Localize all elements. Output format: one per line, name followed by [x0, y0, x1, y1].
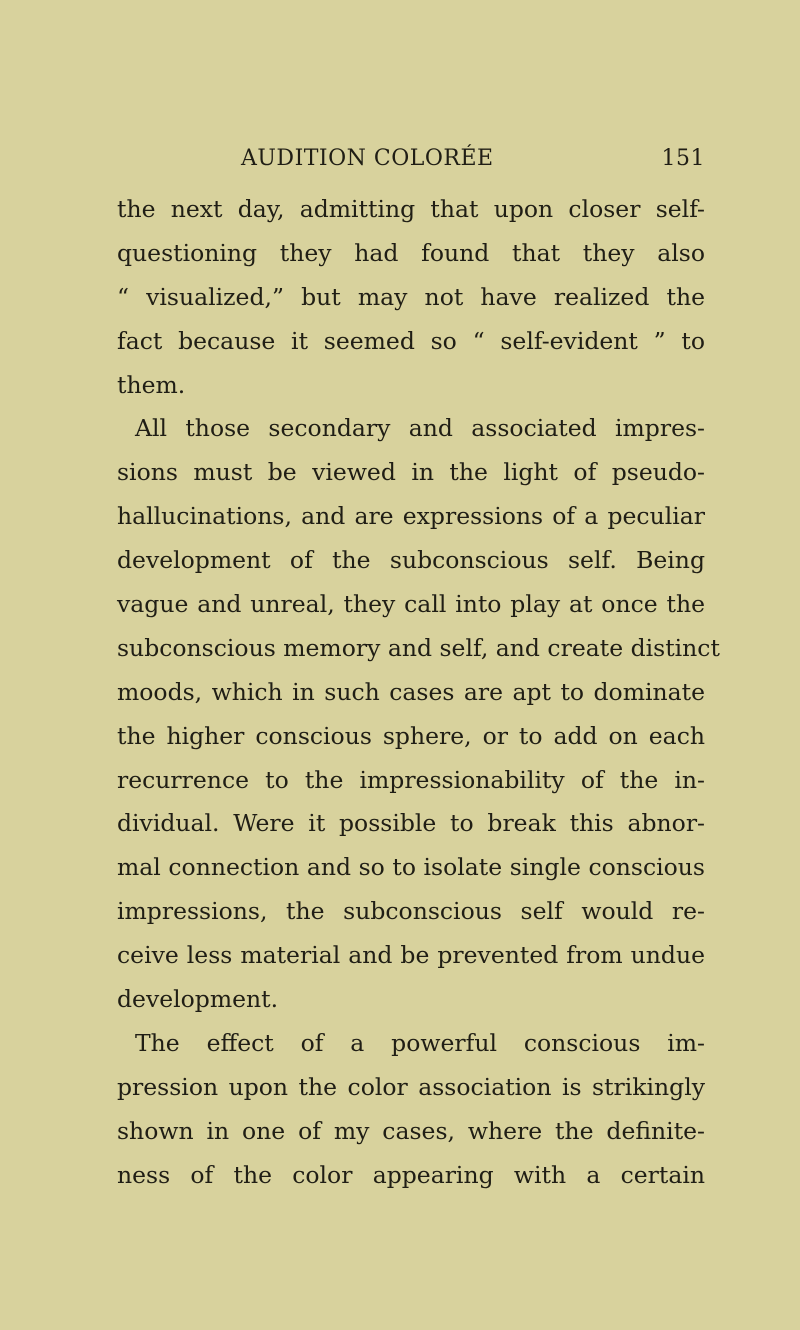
text-line: questioning they had found that they also [117, 238, 705, 267]
text-line: the higher conscious sphere, or to add on each [117, 721, 705, 750]
text-line: dividual. Were it possible to break this abnor- [117, 809, 705, 838]
text-line: recurrence to the impressionability of the in- [117, 765, 705, 794]
page-number: 151 [661, 146, 705, 171]
body-text [117, 188, 720, 1197]
text-line: fact because it seemed so “ self-evident ” to [117, 326, 705, 355]
text-line: shown in one of my cases, where the definite- [117, 1116, 705, 1145]
text-line: hallucinations, and are expressions of a peculiar [117, 502, 705, 531]
text-line: pression upon the color association is strikingly [117, 1072, 705, 1101]
text-line: vague and unreal, they call into play at once the [117, 590, 705, 619]
text-line: mal connection and so to isolate single conscious [117, 853, 705, 882]
text-line: subconscious memory and self, and create distinct [117, 633, 720, 662]
text-line: development of the subconscious self. Being [117, 546, 705, 575]
text-line: “ visualized,” but may not have realized the [117, 282, 705, 311]
text-line: ness of the color appearing with a certain [117, 1160, 705, 1189]
text-line: The effect of a powerful conscious im- [135, 1028, 705, 1057]
running-title: AUDITION COLORÉE [241, 146, 494, 171]
running-header [241, 146, 705, 182]
text-line: the next day, admitting that upon closer self- [117, 195, 705, 223]
text-line: All those secondary and associated impres- [135, 414, 705, 443]
text-line: ceive less material and be prevented from undue [117, 941, 705, 970]
text-line: moods, which in such cases are apt to dominate [117, 677, 705, 706]
text-line: development. [117, 985, 279, 1014]
text-line: impressions, the subconscious self would re- [117, 897, 705, 926]
text-line: sions must be viewed in the light of pseudo- [117, 458, 705, 487]
text-line: them. [117, 370, 186, 399]
